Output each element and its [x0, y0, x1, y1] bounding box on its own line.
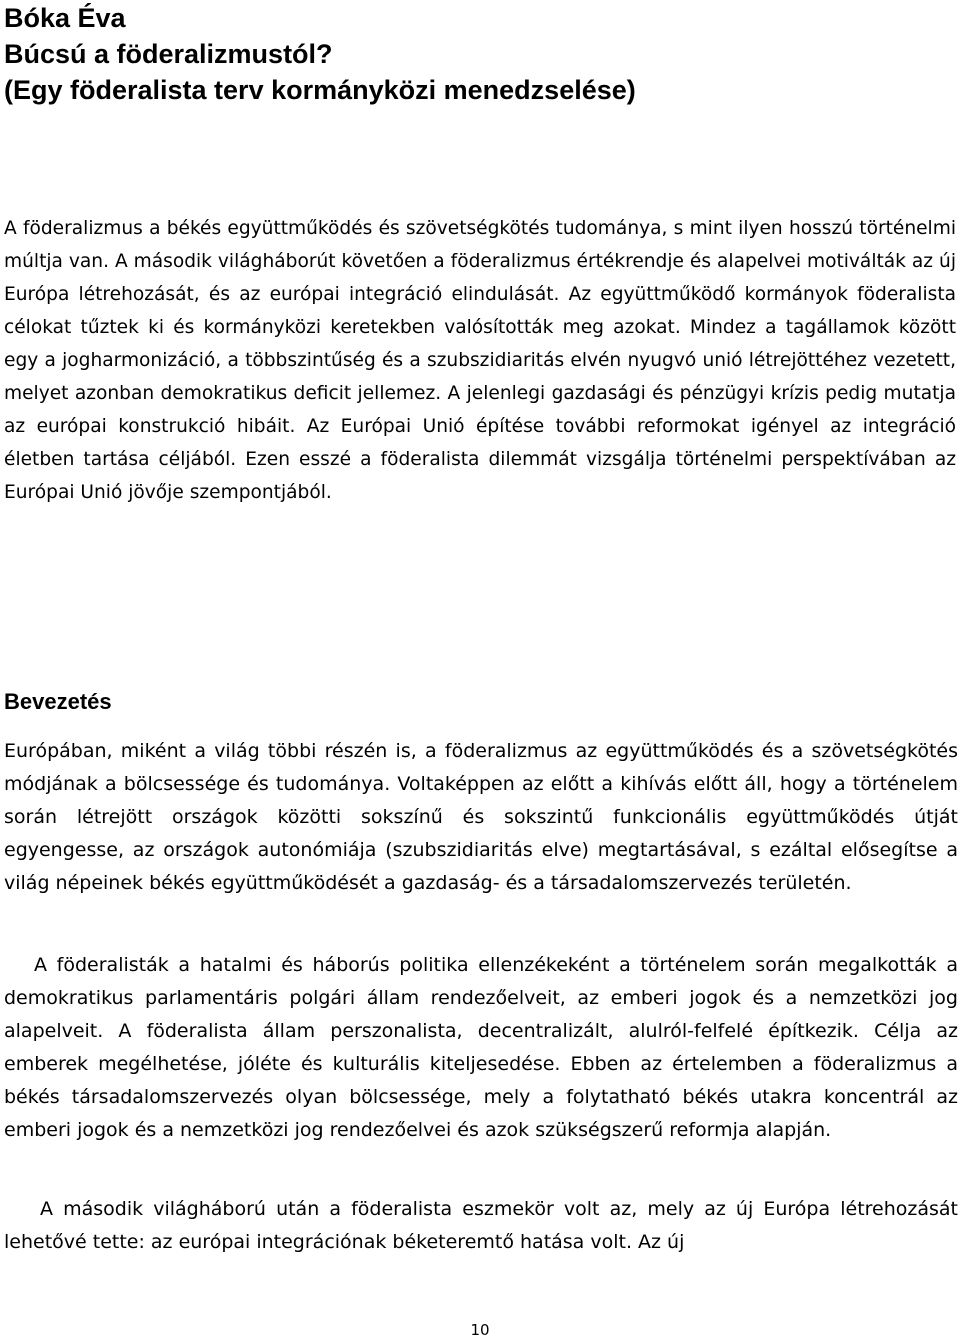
- document-header: [4, 0, 954, 108]
- page-number: 10: [470, 1321, 490, 1339]
- body-paragraph-1: Európában, miként a világ többi részén is, a föderalizmus az együttműködés és a szövetségkötés módjának a bölcsessége és tudománya. Voltaképpen az előtt a kihívás előtt áll, hogy a történelem során létrejött országok közötti sokszínű és sokszintű funkcionális együttműködés útját egyengesse, az országok autonómiája (szubszidiaritás elve) megtartásával, s ezáltal elősegítse a világ népeinek békés együttműködését a gazdaság- és a társadalomszervezés területén.: [4, 740, 958, 894]
- body-paragraph-2: A föderalisták a hatalmi és háborús politika ellenzékeként a történelem során megalkották a demokratikus parlamentáris polgári állam rendezőelveit, az emberi jogok és a nemzetközi jog alapelveit. A föderalista állam perszonalista, decentralizált, alulról-felfelé építkezik. Célja az emberek megélhetése, jóléte és kulturális kiteljesedése. Ebben az értelemben a föderalizmus a békés társadalomszervezés olyan bölcsessége, mely a folytatható békés utakra koncentrál az emberi jogok és a nemzetközi jog rendezőelvei és azok szükségszerű reformja alapján.: [4, 954, 958, 1141]
- document-title: Búcsú a föderalizmustól?: [4, 39, 333, 69]
- document-subtitle: (Egy föderalista terv kormányközi menedzselése): [4, 75, 636, 105]
- body-paragraph-3: A második világháború után a föderalista eszmekör volt az, mely az új Európa létrehozását lehetővé tette: az európai integrációnak béketeremtő hatása volt. Az új: [4, 1198, 958, 1253]
- author-name: Bóka Éva: [4, 3, 126, 33]
- abstract-paragraph: A föderalizmus a békés együttműködés és szövetségkötés tudománya, s mint ilyen hosszú történelmi múltja van. A második világháborút követően a föderalizmus értékrendje és alapelvei motiválták az új Európa létrehozását, és az európai integráció elindulását. Az együttműködő kormányok föderalista célokat tűztek ki és kormányközi keretekben valósították meg azokat. Mindez a tagállamok között egy a jogharmonizáció, a többszintűség és a szubszidiaritás elvén nyugvó unió létrejöttéhez vezetett, melyet azonban demokratikus deficit jellemez. A jelenlegi gazdasági és pénzügyi krízis pedig mutatja az európai konstrukció hibáit. Az Európai Unió építése további reformokat igényel az integráció életben tartása céljából. Ezen esszé a föderalista dilemmát vizsgálja történelmi perspektívában az Európai Unió jövője szempontjából.: [4, 218, 956, 503]
- section-heading: Bevezetés: [4, 689, 112, 714]
